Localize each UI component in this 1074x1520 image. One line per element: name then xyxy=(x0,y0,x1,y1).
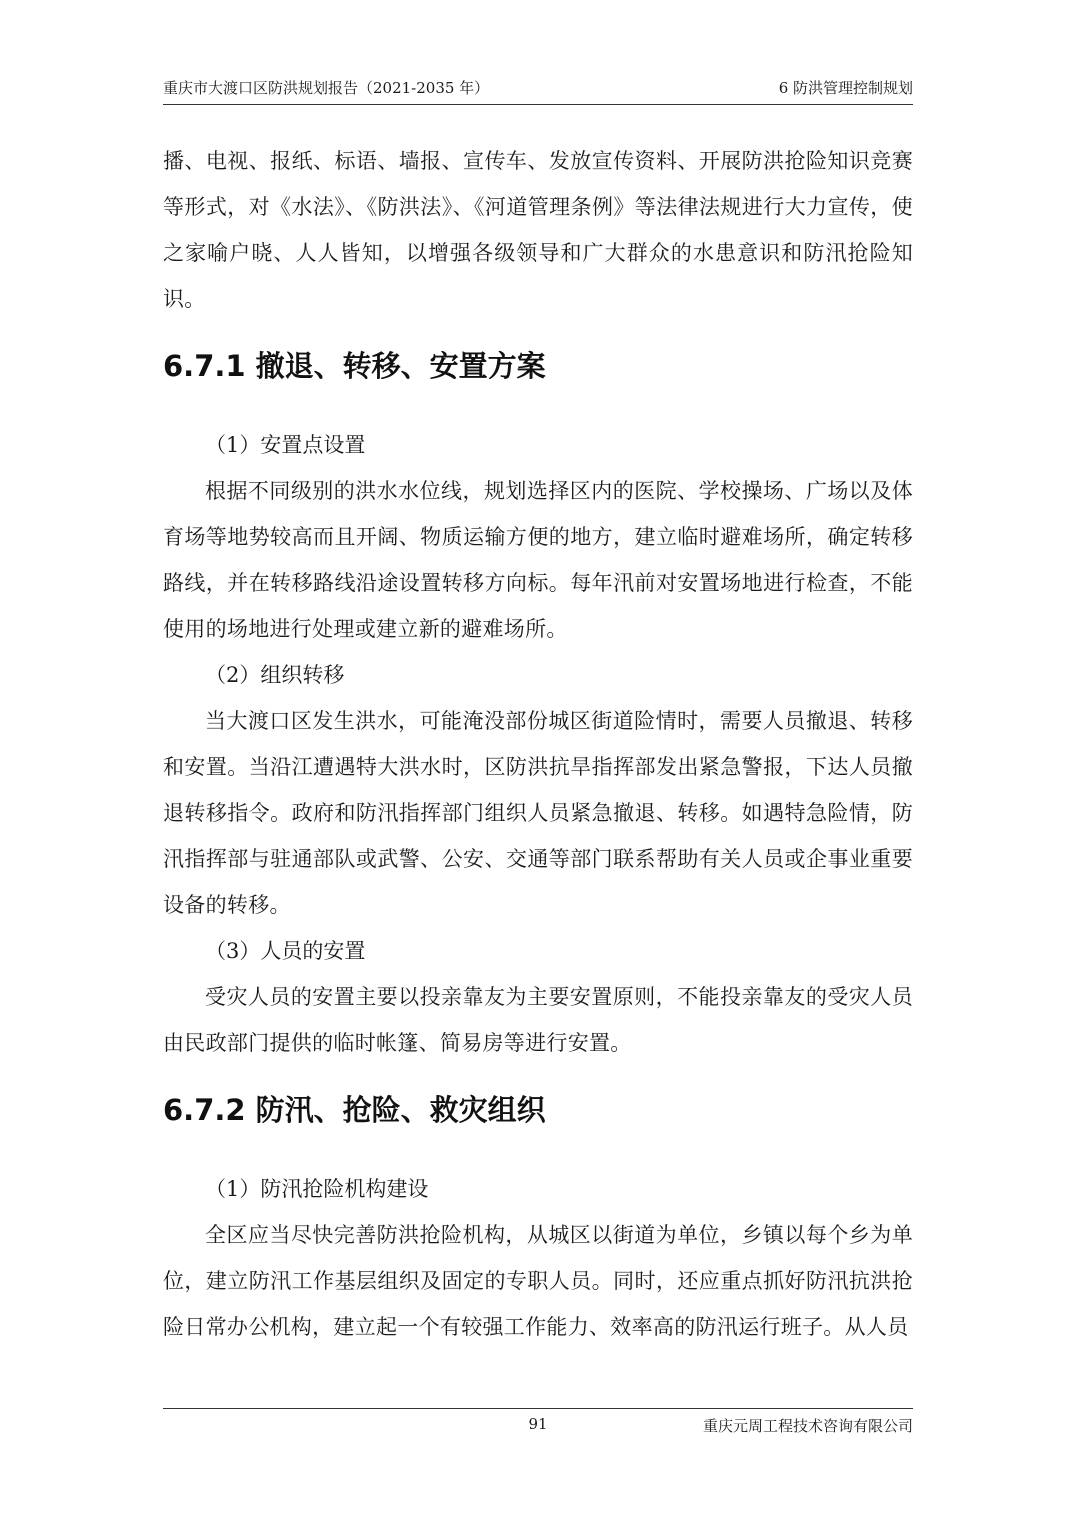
subheading-resettlement-sites: （1）安置点设置 xyxy=(205,433,366,457)
section-heading-6-7-2: 6.7.2 防汛、抢险、救灾组织 xyxy=(163,1093,546,1127)
section-heading-6-7-1: 6.7.1 撤退、转移、安置方案 xyxy=(163,349,546,383)
page-body xyxy=(163,138,913,1350)
page-header xyxy=(163,76,913,105)
page-number: 91 xyxy=(528,1415,548,1433)
paragraph-resettlement-sites: 根据不同级别的洪水水位线，规划选择区内的医院、学校操场、广场以及体育场等地势较高而且开阔、物质运输方便的地方，建立临时避难场所，确定转移路线，并在转移路线沿途设置转移方向标。每年汛前对安置场地进行检查，不能使用的场地进行处理或建立新的避难场所。 xyxy=(163,479,913,641)
paragraph-flood-agency: 全区应当尽快完善防洪抢险机构，从城区以街道为单位，乡镇以每个乡为单位，建立防汛工作基层组织及固定的专职人员。同时，还应重点抓好防汛抗洪抢险日常办公机构，建立起一个有较强工作能力、效率高的防汛运行班子。从人员 xyxy=(163,1223,913,1339)
company-name: 重庆元周工程技术咨询有限公司 xyxy=(702,1417,913,1435)
chapter-title: 6 防洪管理控制规划 xyxy=(778,79,913,97)
paragraph-continued: 播、电视、报纸、标语、墙报、宣传车、发放宣传资料、开展防洪抢险知识竞赛等形式，对《水法》、《防洪法》、《河道管理条例》等法律法规进行大力宣传，使之家喻户晓、人人皆知，以增强各级领导和广大群众的水患意识和防汛抢险知识。 xyxy=(163,149,913,311)
page-footer xyxy=(163,1408,913,1449)
paragraph-personnel-resettlement: 受灾人员的安置主要以投亲靠友为主要安置原则，不能投亲靠友的受灾人员由民政部门提供的临时帐篷、简易房等进行安置。 xyxy=(163,985,913,1055)
subheading-flood-agency: （1）防汛抢险机构建设 xyxy=(205,1177,429,1201)
paragraph-organize-evacuation: 当大渡口区发生洪水，可能淹没部份城区街道险情时，需要人员撤退、转移和安置。当沿江遭遇特大洪水时，区防洪抗旱指挥部发出紧急警报，下达人员撤退转移指令。政府和防汛指挥部门组织人员紧急撤退、转移。如遇特急险情，防汛指挥部与驻通部队或武警、公安、交通等部门联系帮助有关人员或企事业重要设备的转移。 xyxy=(163,709,913,917)
subheading-personnel-resettlement: （3）人员的安置 xyxy=(205,939,366,963)
document-title: 重庆市大渡口区防洪规划报告（2021-2035 年） xyxy=(163,79,490,97)
subheading-organize-evacuation: （2）组织转移 xyxy=(205,663,345,687)
